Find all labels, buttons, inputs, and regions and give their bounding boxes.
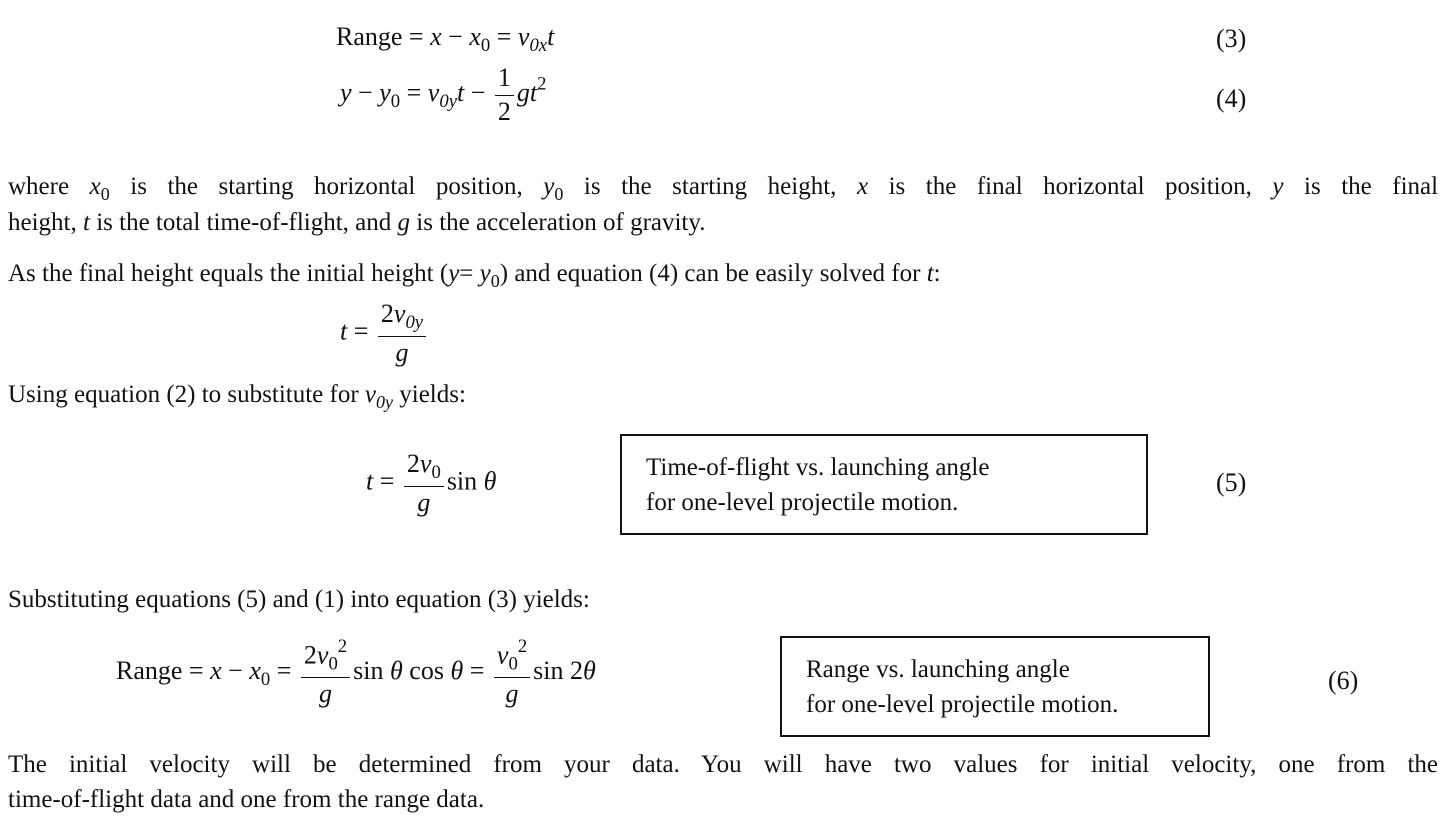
var-v: v bbox=[364, 381, 377, 408]
equals-sign: = bbox=[406, 78, 422, 108]
equation-6 bbox=[116, 637, 596, 709]
text: The initial velocity will be determined from your data. You will have two values for initial velocity, one from the bbox=[8, 751, 1438, 778]
subscript: 0 bbox=[480, 34, 491, 56]
text: is the starting horizontal position, bbox=[130, 173, 523, 200]
text: Substituting equations (5) and (1) into equation (3) yields: bbox=[8, 586, 590, 613]
var-t: t bbox=[926, 260, 934, 287]
theta-symbol: θ bbox=[450, 655, 464, 685]
var-v: v bbox=[427, 78, 440, 108]
subscript: 0 bbox=[431, 461, 441, 483]
subscript: 0y bbox=[405, 311, 424, 333]
var-t: t bbox=[83, 209, 90, 236]
equals-sign: = bbox=[459, 260, 474, 287]
var-v: v bbox=[419, 449, 432, 478]
superscript: 2 bbox=[517, 636, 528, 657]
equation-3 bbox=[336, 22, 554, 57]
caption-box-range bbox=[780, 636, 1210, 737]
var-x: x bbox=[210, 655, 222, 685]
equation-number-4: (4) bbox=[1216, 84, 1247, 113]
minus-sign: − bbox=[358, 78, 373, 108]
range-label: Range = bbox=[336, 22, 424, 51]
var-g: g bbox=[516, 78, 530, 108]
subscript: 0 bbox=[328, 653, 338, 675]
equals-sign: = bbox=[353, 316, 369, 346]
caption-line: Range vs. launching angle bbox=[806, 656, 1070, 683]
paragraph-line bbox=[8, 378, 1438, 419]
fraction bbox=[404, 450, 444, 517]
text: is the total time-of-flight, and bbox=[96, 209, 392, 236]
minus-sign: − bbox=[448, 22, 463, 51]
var-v: v bbox=[316, 640, 329, 670]
caption-line: for one-level projectile motion. bbox=[806, 691, 1119, 718]
text: yields: bbox=[399, 381, 466, 408]
paragraph-line bbox=[8, 583, 1438, 617]
fraction bbox=[378, 300, 426, 367]
theta-symbol: θ bbox=[390, 655, 403, 685]
var-t: t bbox=[340, 316, 348, 346]
var-x: x bbox=[469, 22, 481, 51]
var-y: y bbox=[1272, 173, 1284, 200]
denominator: 2 bbox=[497, 96, 511, 126]
subscript: 0 bbox=[508, 653, 518, 675]
paragraph-line bbox=[8, 206, 1438, 240]
subscript: 0 bbox=[100, 183, 110, 204]
text: is the final bbox=[1304, 173, 1439, 200]
text: is the acceleration of gravity. bbox=[416, 209, 706, 236]
var-y: y bbox=[479, 260, 491, 287]
var-t: t bbox=[529, 78, 538, 108]
text: is the starting height, bbox=[583, 173, 837, 200]
text: where bbox=[8, 173, 70, 200]
subscript: 0 bbox=[260, 668, 271, 690]
var-v: v bbox=[517, 22, 530, 51]
equals-sign: = bbox=[379, 466, 395, 496]
paragraph-line bbox=[8, 257, 1438, 298]
var-g: g bbox=[397, 209, 411, 236]
var-y: y bbox=[379, 78, 391, 108]
fraction bbox=[301, 637, 350, 709]
theta-symbol: θ bbox=[483, 466, 497, 496]
var-t: t bbox=[366, 466, 374, 496]
var-y: y bbox=[448, 260, 460, 287]
equals-sign: = bbox=[496, 22, 512, 51]
var-v: v bbox=[496, 640, 509, 670]
coefficient: 2 bbox=[303, 640, 317, 670]
text: Using equation (2) to substitute for bbox=[8, 381, 359, 408]
equation-number-3: (3) bbox=[1216, 24, 1247, 53]
cos-function: cos bbox=[409, 655, 444, 685]
paragraph-line bbox=[8, 783, 1438, 817]
text: : bbox=[933, 260, 941, 287]
var-t: t bbox=[457, 78, 465, 108]
var-y: y bbox=[340, 78, 352, 108]
text: time-of-flight data and one from the range data. bbox=[8, 786, 485, 813]
theta-symbol: θ bbox=[583, 655, 596, 685]
superscript: 2 bbox=[337, 636, 348, 657]
equals-sign: = bbox=[469, 655, 485, 685]
minus-sign: − bbox=[470, 78, 486, 108]
var-x: x bbox=[856, 173, 869, 200]
coefficient: 2 bbox=[380, 299, 394, 328]
denominator: g bbox=[505, 679, 519, 709]
fraction bbox=[494, 637, 530, 709]
subscript: 0 bbox=[554, 183, 564, 204]
equation-t-solved bbox=[340, 300, 429, 367]
equation-number-5: (5) bbox=[1216, 468, 1247, 497]
subscript: 0 bbox=[390, 91, 401, 113]
text: height, bbox=[8, 209, 77, 236]
sin-function: sin 2 bbox=[533, 655, 584, 685]
superscript: 2 bbox=[537, 73, 547, 95]
equals-sign: = bbox=[276, 655, 292, 685]
paragraph-line bbox=[8, 748, 1438, 782]
numerator: 1 bbox=[495, 64, 514, 96]
caption-line: for one-level projectile motion. bbox=[646, 489, 959, 516]
var-v: v bbox=[393, 299, 406, 328]
text: ) and equation (4) can be easily solved for bbox=[499, 260, 921, 287]
paragraph-line bbox=[8, 170, 1438, 211]
range-label: Range = bbox=[116, 655, 204, 685]
sin-function: sin bbox=[353, 655, 384, 685]
var-t: t bbox=[547, 22, 555, 51]
var-x: x bbox=[89, 173, 101, 200]
subscript: 0 bbox=[490, 270, 500, 291]
denominator: g bbox=[417, 487, 431, 517]
var-y: y bbox=[543, 173, 555, 200]
sin-function: sin bbox=[446, 466, 478, 496]
subscript: 0x bbox=[529, 34, 548, 56]
text: As the final height equals the initial height ( bbox=[8, 260, 449, 287]
subscript: 0y bbox=[376, 391, 394, 412]
var-x: x bbox=[430, 22, 442, 51]
coefficient: 2 bbox=[406, 449, 420, 478]
equation-5 bbox=[366, 450, 496, 517]
caption-box-time-of-flight bbox=[620, 434, 1148, 535]
fraction-one-half bbox=[495, 64, 514, 126]
caption-line: Time-of-flight vs. launching angle bbox=[646, 454, 990, 481]
subscript: 0y bbox=[439, 91, 457, 113]
equation-4 bbox=[340, 64, 547, 126]
denominator: g bbox=[395, 337, 409, 367]
equation-number-6: (6) bbox=[1328, 666, 1359, 695]
text: is the final horizontal position, bbox=[888, 173, 1252, 200]
denominator: g bbox=[319, 679, 333, 709]
var-x: x bbox=[249, 655, 261, 685]
minus-sign: − bbox=[228, 655, 243, 685]
